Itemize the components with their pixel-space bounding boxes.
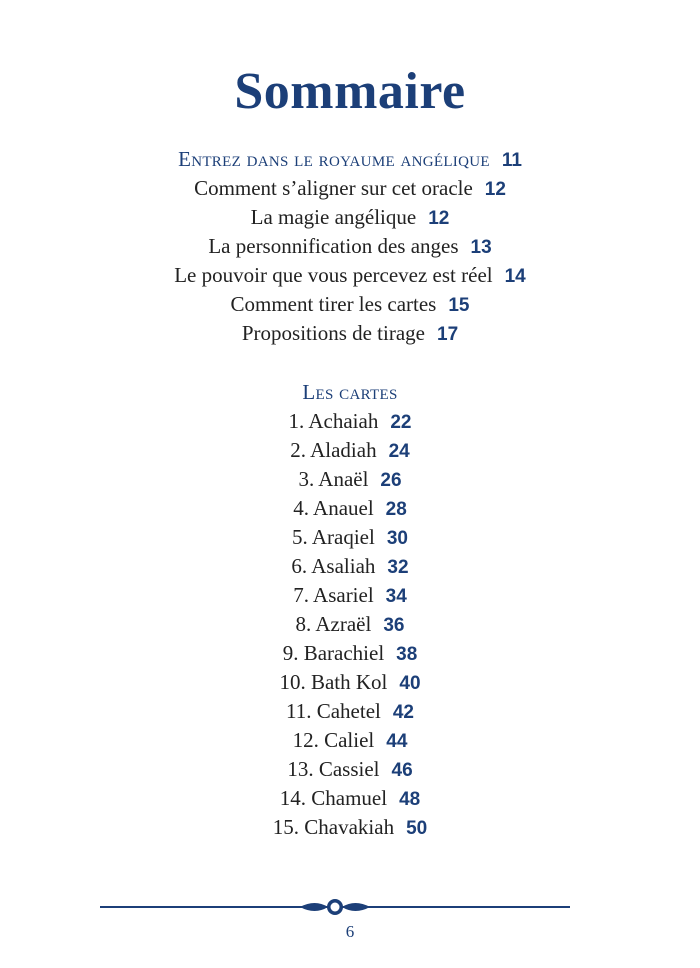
toc-entry-page: 15 [448,295,470,316]
toc-entry-label: 15. Chavakiah [272,815,395,839]
toc-entry-page: 34 [385,586,407,607]
toc-entry-label: 8. Azraël [295,612,372,636]
toc-entry-page: 42 [392,702,414,723]
toc-entry-page: 26 [380,470,402,491]
toc-entry-page: 46 [391,760,413,781]
toc-entry-label: Propositions de tirage [241,321,425,345]
toc-entry-page: 11 [501,150,522,171]
toc-entry-label: La magie angélique [250,205,417,229]
intro-toc-list [0,145,700,348]
toc-entry[interactable] [0,668,700,697]
toc-entry-page: 24 [388,441,410,462]
toc-entry-page: 28 [385,499,407,520]
toc-entry-page: 14 [504,266,526,287]
toc-entry[interactable] [0,203,700,232]
toc-entry-label: Comment s’aligner sur cet oracle [194,176,473,200]
toc-entry-label: 3. Anaël [298,467,369,491]
page-number: 6 [345,922,355,941]
toc-entry-label: 9. Barachiel [282,641,385,665]
toc-entry-page: 22 [390,412,412,433]
section-heading: Les cartes [302,380,398,404]
toc-entry[interactable] [0,436,700,465]
toc-entry[interactable] [0,261,700,290]
toc-entry-label: 7. Asariel [293,583,374,607]
toc-entry[interactable] [0,407,700,436]
toc-entry-page: 12 [428,208,450,229]
toc-entry-label: 2. Aladiah [290,438,377,462]
toc-entry-label: 14. Chamuel [279,786,388,810]
toc-entry-label: 5. Araqiel [292,525,375,549]
toc-entry[interactable] [0,523,700,552]
toc-entry[interactable] [0,494,700,523]
toc-entry-page: 38 [396,644,418,665]
toc-entry[interactable] [0,610,700,639]
toc-entry[interactable] [0,174,700,203]
toc-entry[interactable] [0,290,700,319]
toc-entry[interactable] [0,581,700,610]
toc-entry-label: 13. Cassiel [287,757,380,781]
toc-entry[interactable] [0,639,700,668]
toc-entry[interactable] [0,755,700,784]
toc-entry-label: 6. Asaliah [291,554,376,578]
toc-entry[interactable] [0,726,700,755]
toc-entry[interactable] [0,232,700,261]
toc-entry-label: 10. Bath Kol [279,670,388,694]
toc-entry-label: Comment tirer les cartes [230,292,437,316]
toc-entry-page: 32 [387,557,409,578]
toc-entry-label: 12. Caliel [292,728,375,752]
toc-entry[interactable] [0,465,700,494]
toc-entry-label: La personnification des anges [208,234,459,258]
toc-entry-page: 44 [386,731,408,752]
toc-entry-page: 12 [484,179,506,200]
toc-entry-label: Le pouvoir que vous percevez est réel [174,263,493,287]
toc-entry-page: 40 [399,673,421,694]
toc-entry-page: 48 [399,789,421,810]
toc-entry-page: 36 [383,615,405,636]
toc-entry[interactable] [0,697,700,726]
toc-entry-page: 17 [437,324,459,345]
toc-entry-label: 4. Anauel [293,496,374,520]
toc-entry-page: 50 [406,818,428,839]
toc-entry[interactable] [0,319,700,348]
diamond-ornament-icon [100,896,570,918]
toc-entry-page: 13 [470,237,492,258]
toc-entry[interactable] [0,813,700,842]
toc-entry[interactable] [0,784,700,813]
toc-entry[interactable] [0,552,700,581]
toc-entry-label: 11. Cahetel [286,699,381,723]
toc-entry-label: 1. Achaiah [288,409,379,433]
toc-entry-label: Entrez dans le royaume angélique [178,147,490,171]
cards-toc-list [0,378,700,842]
page-title: Sommaire [234,63,466,120]
toc-entry-page: 30 [386,528,408,549]
toc-entry[interactable] [0,145,700,174]
